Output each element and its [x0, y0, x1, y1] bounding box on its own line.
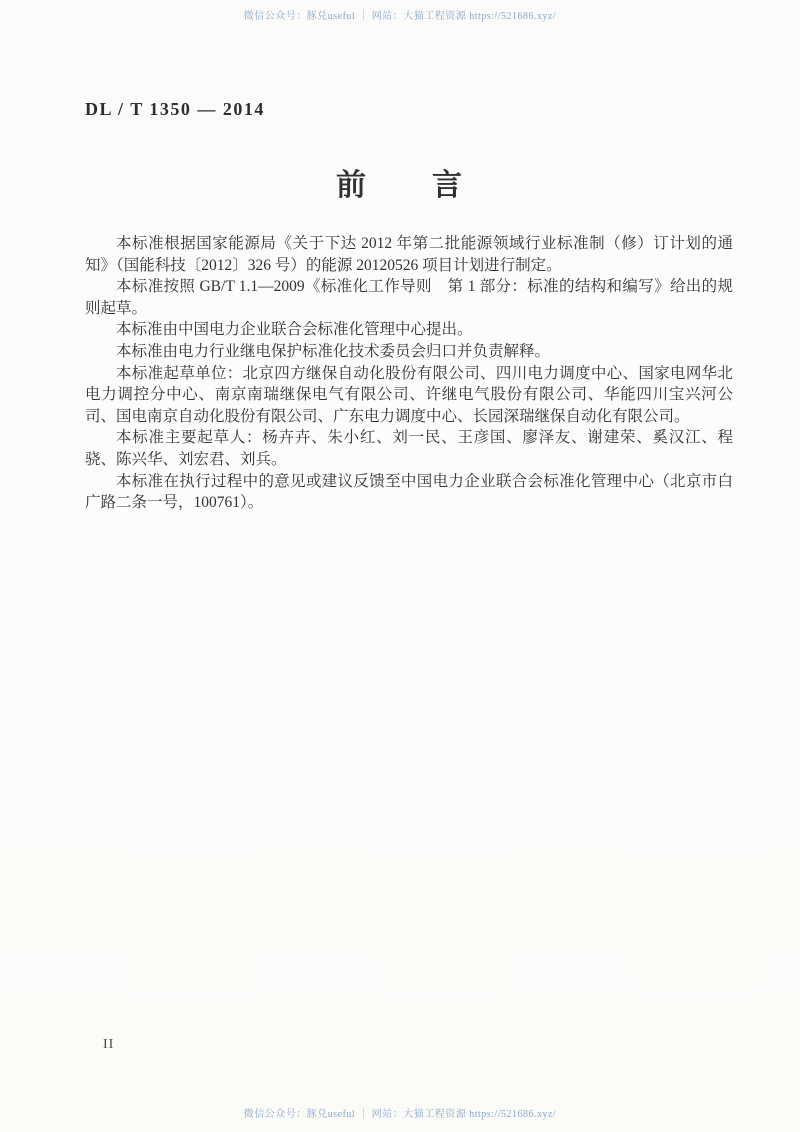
- standard-number: DL / T 1350 — 2014: [85, 99, 265, 119]
- paragraph: 本标准由中国电力企业联合会标准化管理中心提出。: [116, 321, 473, 339]
- paragraph: 本标准起草单位：北京四方继保自动化股份有限公司、四川电力调度中心、国家电网华北电力调控分中心、南京南瑞继保电气有限公司、许继电气股份有限公司、华能四川宝兴河公司、国电南京自动化股份有限公司、广东电力调度中心、长园深瑞继保自动化有限公司。: [85, 364, 733, 425]
- paragraph: 本标准按照 GB/T 1.1—2009《标准化工作导则 第 1 部分：标准的结构和编写》给出的规则起草。: [85, 278, 733, 317]
- foreword-body: [85, 233, 733, 514]
- paragraph: 本标准主要起草人：杨卉卉、朱小红、刘一民、王彦国、廖泽友、谢建荣、奚汉江、程骁、陈兴华、刘宏君、刘兵。: [85, 429, 733, 468]
- paragraph: 本标准由电力行业继电保护标准化技术委员会归口并负责解释。: [116, 342, 551, 360]
- page-number: II: [103, 1037, 115, 1052]
- page-title: 前 言: [336, 169, 464, 202]
- paragraph: 本标准在执行过程中的意见或建议反馈至中国电力企业联合会标准化管理中心（北京市白广路二条一号，100761）。: [85, 472, 733, 512]
- paragraph: 本标准根据国家能源局《关于下达 2012 年第二批能源领域行业标准制（修）订计划的通知》（国能科技〔2012〕326 号）的能源 20120526 项目计划进行制定。: [85, 235, 733, 274]
- watermark-header: 微信公众号：豚兑useful ｜ 网站：大猫工程资源 https://521686.xyz/: [243, 11, 557, 22]
- watermark-footer: 微信公众号：豚兑useful ｜ 网站：大猫工程资源 https://521686.xyz/: [243, 1109, 557, 1120]
